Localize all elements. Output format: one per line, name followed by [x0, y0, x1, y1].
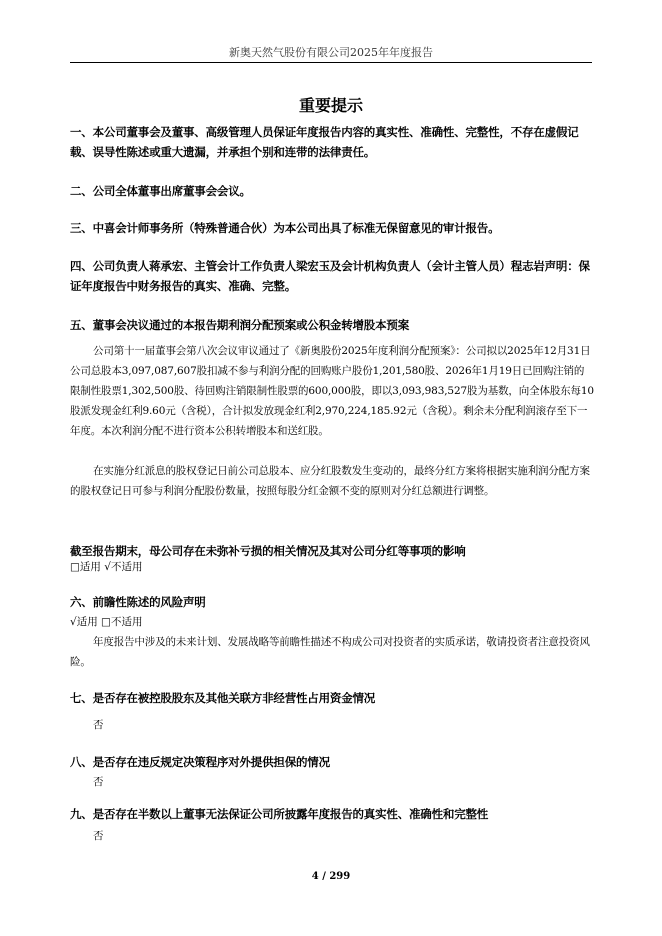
- section-7-answer: 否: [93, 719, 104, 731]
- section-8-heading: 八、是否存在违反规定决策程序对外提供担保的情况: [70, 755, 330, 769]
- section-2-heading: 二、公司全体董事出席董事会会议。: [70, 184, 251, 198]
- running-header: 新奥天然气股份有限公司2025年年度报告: [229, 46, 433, 59]
- section-4-heading: 四、公司负责人蒋承宏、主管会计工作负责人梁宏玉及会计机构负责人（会计主管人员）程志岩声明：保证年度报告中财务报告的真实、准确、完整。: [70, 259, 590, 293]
- section-9-heading: 九、是否存在半数以上董事无法保证公司所披露年度报告的真实性、准确性和完整性: [70, 807, 489, 821]
- forward-looking-option: √适用 □不适用: [70, 616, 143, 628]
- page-title: 重要提示: [298, 96, 363, 115]
- profit-distribution-paragraph: 公司第十一届董事会第八次会议审议通过了《新奥股份2025年度利润分配预案》：公司拟以2025年12月31日公司总股本3,097,087,607股扣减不参与利润分配的回购账户股份1,201,580股、2026年1月19日已回购注销的限制性股票1,302,500股、待回购注销限制性股票的600,000股，即以3,093,983,527股为基数，向全体股东每10股派发现金红利9.60元（含税），合计拟发放现金红利2,970,224,185.92元（含税）。剩余未分配利润滚存至下一年度。本次利润分配不进行资本公积转增股本和送红股。: [70, 345, 594, 437]
- uncovered-loss-heading: 截至报告期末，母公司存在未弥补亏损的相关情况及其对公司分红等事项的影响: [70, 544, 466, 558]
- dividend-adjustment-paragraph: 在实施分红派息的股权登记日前公司总股本、应分红股数发生变动的，最终分红方案将根据实施利润分配方案的股权登记日可参与利润分配股份数量，按照每股分红金额不变的原则对分红总额进行调整。: [70, 465, 590, 497]
- header-divider: [70, 62, 592, 63]
- page-number: 4 / 299: [311, 871, 351, 882]
- section-9-answer: 否: [93, 830, 104, 842]
- section-5-heading: 五、董事会决议通过的本报告期利润分配预案或公积金转增股本预案: [70, 318, 409, 332]
- forward-looking-paragraph: 年度报告中涉及的未来计划、发展战略等前瞻性描述不构成公司对投资者的实质承诺，敬请投资者注意投资风险。: [70, 636, 590, 668]
- section-6-heading: 六、前瞻性陈述的风险声明: [70, 595, 206, 609]
- section-7-heading: 七、是否存在被控股股东及其他关联方非经营性占用资金情况: [70, 691, 376, 705]
- section-8-answer: 否: [93, 776, 104, 788]
- uncovered-loss-option: □适用 √不适用: [70, 561, 143, 573]
- section-3-heading: 三、中喜会计师事务所（特殊普通合伙）为本公司出具了标准无保留意见的审计报告。: [70, 221, 500, 235]
- section-1-heading: 一、本公司董事会及董事、高级管理人员保证年度报告内容的真实性、准确性、完整性，不存在虚假记载、误导性陈述或重大遗漏，并承担个别和连带的法律责任。: [70, 125, 579, 159]
